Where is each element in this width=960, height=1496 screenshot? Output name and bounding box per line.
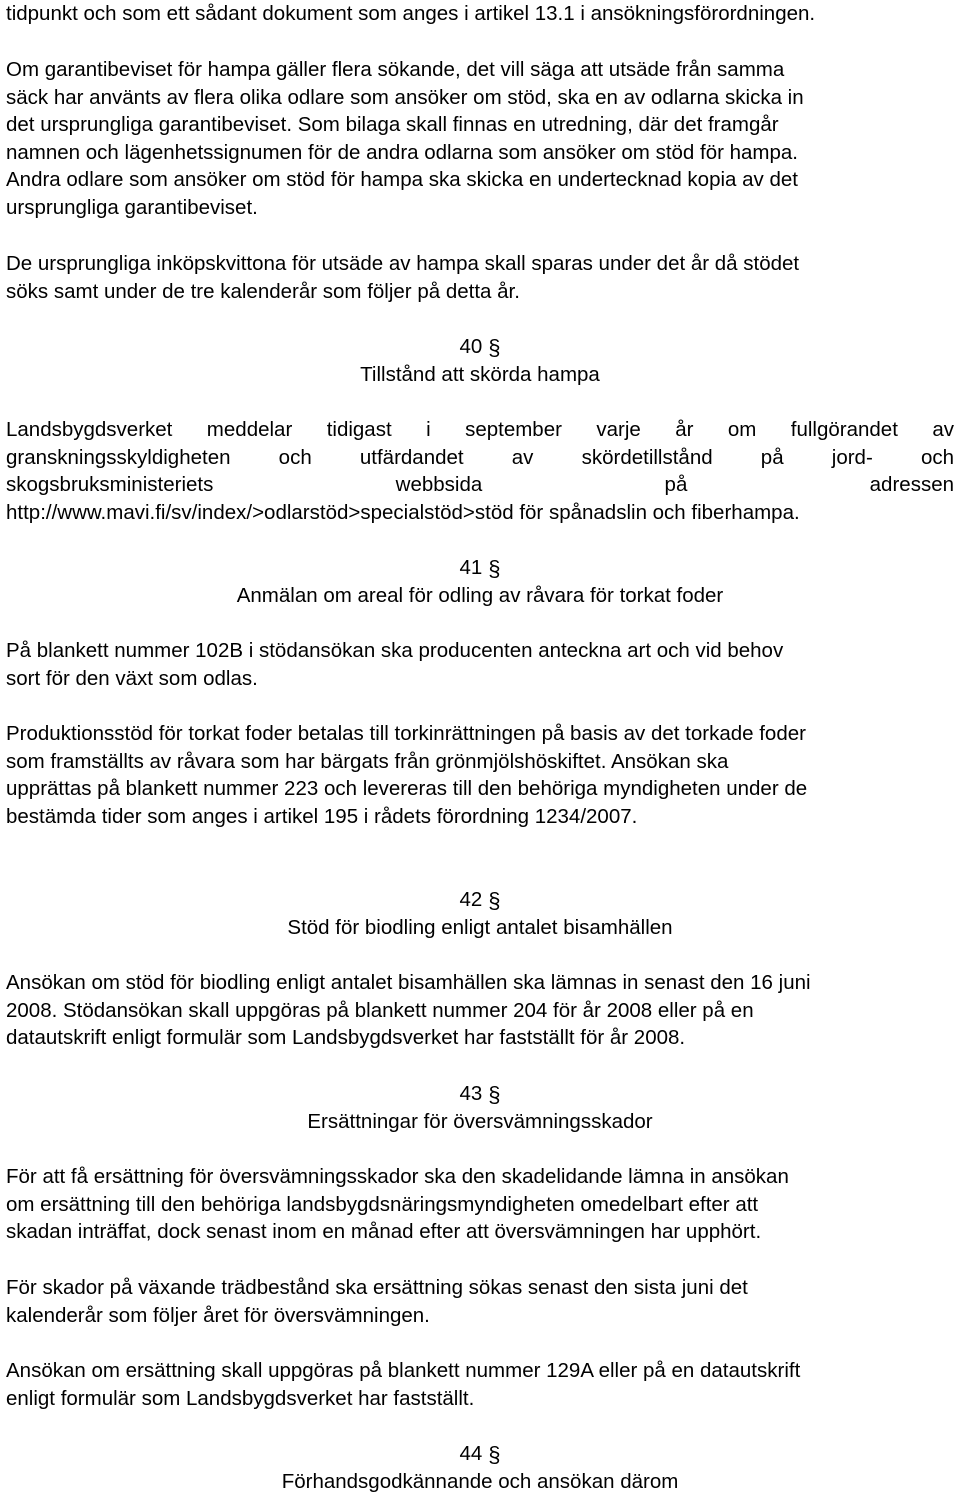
text-line: upprättas på blankett nummer 223 och levereras till den behöriga myndigheten under de: [6, 777, 808, 801]
section-41-p2: [6, 720, 807, 830]
section-43-p1: [6, 1163, 789, 1246]
section-sign-icon: §: [488, 1082, 501, 1107]
text-line: 2008. Stödansökan skall uppgöras på blankett nummer 204 för år 2008 eller på en: [6, 998, 754, 1022]
section-41: [6, 554, 954, 609]
section-sign-icon: §: [488, 335, 501, 360]
text-line: http://www.mavi.fi/sv/index/>odlarstöd>specialstöd>stöd för spånadslin och fiberhampa.: [6, 500, 800, 524]
section-title: Tillstånd att skörda hampa: [360, 362, 600, 386]
text-line: Landsbygdsverket meddelar tidigast i september varje år om fullgörandet av: [6, 418, 954, 441]
text-line: kalenderår som följer året för översvämningen.: [6, 1303, 430, 1327]
text-line: tidpunkt och som ett sådant dokument som anges i artikel 13.1 i ansökningsförordningen.: [6, 2, 816, 25]
section-title: Ersättningar för översvämningsskador: [307, 1109, 653, 1133]
text-line: Ansökan om stöd för biodling enligt antalet bisamhällen ska lämnas in senast den 16 juni: [6, 971, 811, 994]
text-line: Om garantibeviset för hampa gäller flera sökande, det vill säga att utsäde från samma: [6, 58, 785, 81]
section-43-p2: [6, 1274, 748, 1329]
text-line: De ursprungliga inköpskvittona för utsäde av hampa skall sparas under det år då stödet: [6, 252, 800, 275]
text-line: sort för den växt som odlas.: [6, 666, 258, 690]
text-line: säck har använts av flera olika odlare som ansöker om stöd, ska en av odlarna skicka in: [6, 85, 804, 109]
text-line: namnen och lägenhetssignumen för de andra odlarna som ansöker om stöd för hampa.: [6, 140, 799, 164]
section-number-text: 40: [459, 335, 483, 358]
section-42: [6, 886, 954, 941]
text-line: Produktionsstöd för torkat foder betalas till torkinrättningen på basis av det torkade foder: [6, 722, 806, 745]
section-44: [6, 1440, 954, 1495]
section-title: Anmälan om areal för odling av råvara för torkat foder: [236, 583, 724, 607]
text-line: som framställts av råvara som har bärgats från grönmjölshöskiftet. Ansökan ska: [6, 749, 729, 773]
text-line: enligt formulär som Landsbygdsverket har fastställt.: [6, 1386, 475, 1410]
section-title: Stöd för biodling enligt antalet bisamhällen: [287, 915, 673, 939]
section-number-text: 44: [459, 1442, 483, 1465]
section-sign-icon: §: [488, 888, 501, 913]
section-number-text: 41: [459, 556, 483, 579]
text-line: skogsbruksministeriets webbsida på adressen: [6, 473, 954, 497]
section-42-p1: [6, 969, 811, 1052]
section-41-p1: [6, 637, 783, 692]
section-40: [6, 333, 954, 388]
section-43-p3: [6, 1357, 800, 1412]
text-line: söks samt under de tre kalenderår som följer på detta år.: [6, 279, 520, 303]
section-sign-icon: §: [488, 556, 501, 581]
text-line: det ursprungliga garantibeviset. Som bilaga skall finnas en utredning, där det framgår: [6, 113, 779, 137]
section-43: [6, 1080, 954, 1135]
section-title: Förhandsgodkännande och ansökan därom: [281, 1469, 679, 1493]
text-line: För att få ersättning för översvämningsskador ska den skadelidande lämna in ansökan: [6, 1165, 789, 1188]
text-line: För skador på växande trädbestånd ska ersättning sökas senast den sista juni det: [6, 1276, 748, 1299]
paragraph-garantibevis: [6, 56, 804, 222]
intro-line-block: [6, 0, 815, 28]
section-number-text: 42: [459, 888, 483, 911]
section-number: [6, 554, 954, 582]
section-number: [6, 1440, 954, 1468]
text-line: Andra odlare som ansöker om stöd för hampa ska skicka en undertecknad kopia av det: [6, 168, 798, 192]
text-line: granskningsskyldigheten och utfärdandet av skördetillstånd på jord- och: [6, 445, 954, 469]
section-sign-icon: §: [488, 1442, 501, 1467]
text-line: datautskrift enligt formulär som Landsbygdsverket har fastställt för år 2008.: [6, 1026, 686, 1050]
section-40-body: [6, 416, 954, 526]
text-line: bestämda tider som anges i artikel 195 i rådets förordning 1234/2007.: [6, 804, 638, 828]
section-number-text: 43: [459, 1082, 483, 1105]
paragraph-inkopskvitton: [6, 250, 799, 305]
section-number: [6, 1080, 954, 1108]
text-line: om ersättning till den behöriga landsbygdsnäringsmyndigheten omedelbart efter att: [6, 1192, 759, 1216]
text-line: skadan inträffat, dock senast inom en månad efter att översvämningen har upphört.: [6, 1220, 762, 1244]
text-line: På blankett nummer 102B i stödansökan ska producenten anteckna art och vid behov: [6, 639, 784, 662]
text-line: Ansökan om ersättning skall uppgöras på blankett nummer 129A eller på en datautskrift: [6, 1359, 801, 1382]
section-number: [6, 333, 954, 361]
section-number: [6, 886, 954, 914]
text-line: ursprungliga garantibeviset.: [6, 195, 258, 219]
